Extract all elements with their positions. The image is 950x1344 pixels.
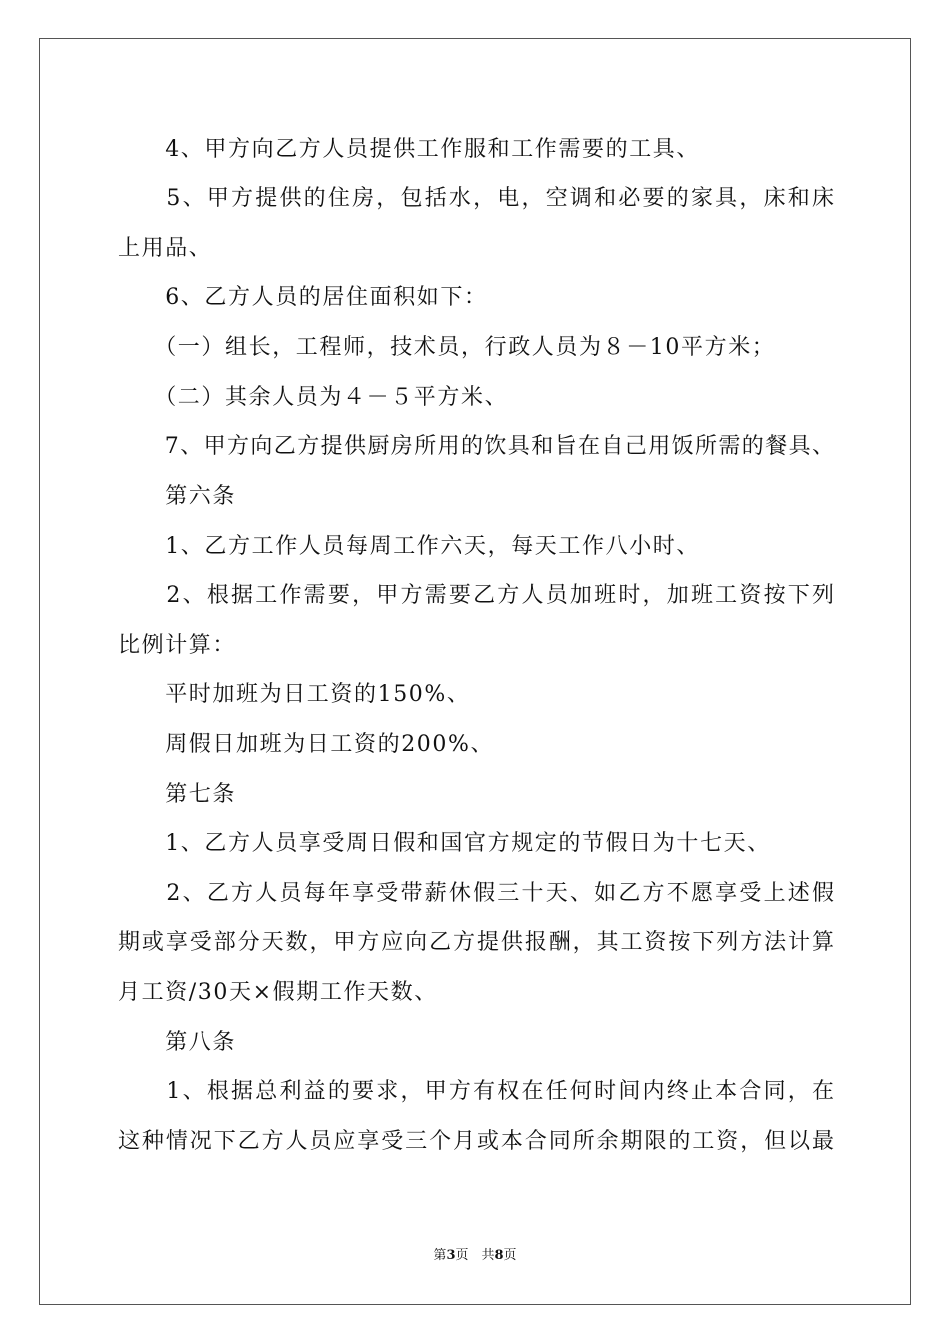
paragraph-line: 2、乙方人员每年享受带薪休假三十天、如乙方不愿享受上述假 [118, 881, 834, 906]
paragraph-line: 4、甲方向乙方人员提供工作服和工作需要的工具、 [118, 137, 700, 162]
current-page-number: 3 [446, 1248, 456, 1263]
footer-suffix: 页 [503, 1248, 517, 1263]
paragraph-line: 周假日加班为日工资的200%、 [118, 732, 495, 757]
paragraph-line: 比例计算： [118, 633, 237, 658]
paragraph-line: 7、甲方向乙方提供厨房所用的饮具和旨在自己用饭所需的餐具、 [118, 434, 834, 459]
section-heading: 第六条 [118, 484, 237, 509]
section-heading: 第八条 [118, 1030, 237, 1055]
paragraph-line: 1、乙方工作人员每周工作六天，每天工作八小时、 [118, 534, 700, 559]
paragraph-line: 期或享受部分天数，甲方应向乙方提供报酬，其工资按下列方法计算 [118, 930, 834, 955]
footer-mid: 页 共 [455, 1248, 495, 1263]
paragraph-line: 上用品、 [118, 236, 213, 261]
page-border [39, 38, 911, 1305]
paragraph-line: 1、根据总利益的要求，甲方有权在任何时间内终止本合同，在 [118, 1079, 834, 1104]
footer-prefix: 第 [433, 1248, 447, 1263]
paragraph-line: （二）其余人员为４－５平方米、 [118, 385, 509, 410]
total-page-count: 8 [494, 1248, 504, 1263]
paragraph-line: 5、甲方提供的住房，包括水，电，空调和必要的家具，床和床 [118, 186, 834, 211]
paragraph-line: 月工资/30天×假期工作天数、 [118, 980, 438, 1005]
paragraph-line: 这种情况下乙方人员应享受三个月或本合同所余期限的工资，但以最 [118, 1129, 834, 1154]
section-heading: 第七条 [118, 782, 237, 807]
paragraph-line: 平时加班为日工资的150%、 [118, 682, 471, 707]
paragraph-line: 1、乙方人员享受周日假和国官方规定的节假日为十七天、 [118, 831, 771, 856]
paragraph-line: （一）组长，工程师，技术员，行政人员为８－10平方米； [118, 335, 776, 360]
paragraph-line: 2、根据工作需要，甲方需要乙方人员加班时，加班工资按下列 [118, 583, 834, 608]
page-footer [0, 1244, 950, 1263]
paragraph-line: 6、乙方人员的居住面积如下： [118, 285, 488, 310]
